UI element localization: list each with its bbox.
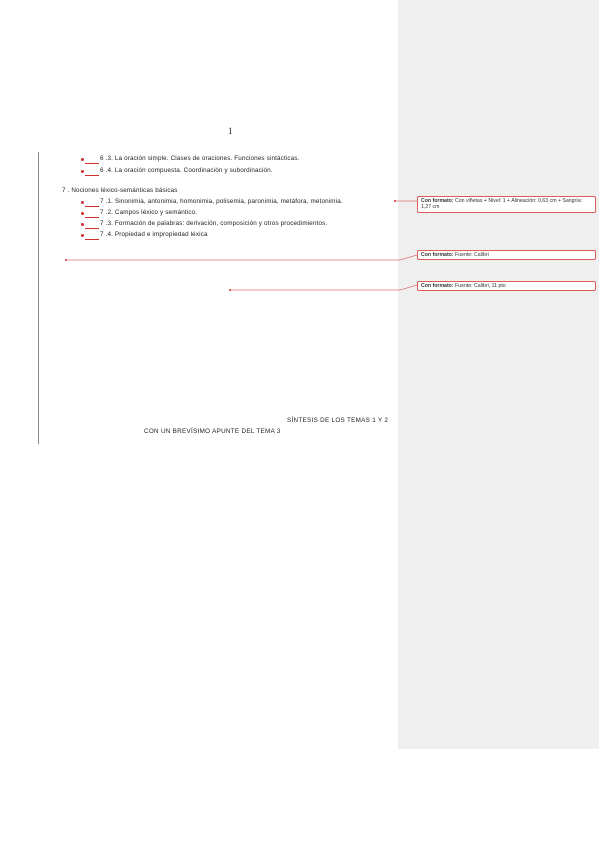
format-comment[interactable] xyxy=(417,281,596,291)
cover-title-line2: CON UN BREVÍSIMO APUNTE DEL TEMA 3 xyxy=(144,428,281,435)
comment-text: Con viñetas + Nivel: 1 + Alineación: 0,63 cm + Sangría: 1,27 cm xyxy=(421,198,583,210)
format-comment[interactable] xyxy=(417,250,596,260)
item-text: . Sinonimia, antonimia, homonimia, polisemia, paronimia, metáfora, metonimia. xyxy=(111,198,343,205)
comment-text: Fuente: Calibri xyxy=(455,252,489,258)
cover-title-line1: SÍNTESIS DE LOS TEMAS 1 Y 2 xyxy=(287,417,389,424)
item-number: 7 .3 xyxy=(100,220,112,227)
item-number: 7 .1 xyxy=(100,198,112,205)
comment-text: Fuente: Calibri, 11 pto xyxy=(455,283,506,289)
page-number: 1 xyxy=(228,126,233,136)
format-comment[interactable] xyxy=(417,196,596,213)
item-number: 6 .4 xyxy=(100,167,112,174)
item-number: 7 .4 xyxy=(100,231,112,238)
item-text: . Propiedad e impropiedad léxica xyxy=(111,231,208,238)
comment-label: Con formato: xyxy=(421,252,454,258)
comment-anchor xyxy=(394,200,396,202)
item-text: . Formación de palabras: derivación, composición y otros procedimientos. xyxy=(111,220,328,227)
item-text: . Campos léxico y semántico. xyxy=(111,209,198,216)
comment-anchor xyxy=(65,259,67,261)
item-text: . La oración compuesta. Coordinación y subordinación. xyxy=(111,167,273,174)
item-text: . La oración simple. Clases de oraciones. Funciones sintácticas. xyxy=(111,155,300,162)
item-number: 6 .3 xyxy=(100,155,112,162)
section-heading[interactable]: 7 . Nociones léxico-semánticas básicas xyxy=(62,187,178,194)
comment-anchor xyxy=(229,289,231,291)
comment-label: Con formato: xyxy=(421,198,454,204)
comment-label: Con formato: xyxy=(421,283,454,289)
item-number: 7 .2 xyxy=(100,209,112,216)
